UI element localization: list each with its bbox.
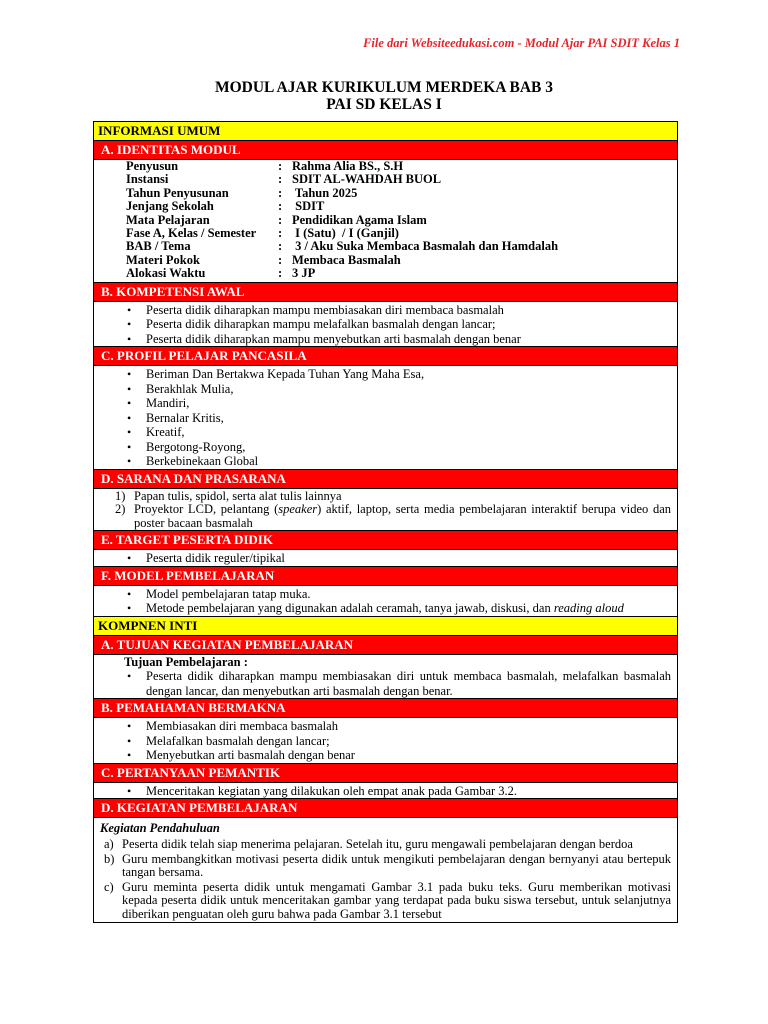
list-item: • Bernalar Kritis,: [146, 411, 671, 426]
kompetensi-awal-list: [100, 303, 671, 347]
identitas-label: BAB / Tema: [126, 239, 191, 254]
list-item: • Membiasakan diri membaca basmalah: [146, 719, 671, 734]
list-item: • Peserta didik diharapkan mampu melafalkan basmalah dengan lancar;: [146, 317, 671, 332]
identitas-cell: [94, 160, 677, 283]
pertanyaan-cell: [94, 783, 677, 800]
title-line-1: MODUL AJAR KURIKULUM MERDEKA BAB 3: [214, 79, 553, 96]
identitas-sep: :: [278, 266, 283, 281]
identitas-sep: :: [278, 199, 283, 214]
kegiatan-list: [100, 838, 671, 921]
identitas-sep: :: [278, 252, 283, 267]
identitas-label: Fase A, Kelas / Semester: [126, 226, 257, 241]
list-item: [104, 837, 671, 852]
page-title: [0, 79, 768, 113]
list-item: [104, 879, 671, 922]
identitas-sep: :: [278, 172, 283, 187]
profil-list: [100, 367, 671, 469]
list-text: Guru meminta peserta didik untuk mengamati Gambar 3.1 pada buku teks. Guru memberikan motivasi kepada peserta didik untuk menceritakan gambar yang terdapat pada buku siswa tersebut, untuk selanjutnya diberikan penguatan oleh guru bahwa pada Gambar 3.1 tersebut: [122, 879, 671, 921]
identitas-label: Penyusun: [126, 159, 179, 173]
profil-cell: [94, 366, 677, 470]
section-target-peserta: E. TARGET PESERTA DIDIK: [94, 531, 677, 550]
section-identitas-modul: A. IDENTITAS MODUL: [94, 141, 677, 160]
list-item: • Beriman Dan Bertakwa Kepada Tuhan Yang Maha Esa,: [146, 367, 671, 382]
identitas-value: 3 / Aku Suka Membaca Basmalah dan Hamdalah: [292, 239, 559, 254]
kompetensi-awal-cell: [94, 302, 677, 348]
list-item: • Peserta didik diharapkan mampu membiasakan diri membaca basmalah: [146, 303, 671, 318]
header-note: File dari Websiteedukasi.com - Modul Ajar PAI SDIT Kelas 1: [363, 36, 680, 50]
list-item: • Peserta didik reguler/tipikal: [146, 551, 671, 566]
identitas-label: Tahun Penyusunan: [126, 185, 229, 200]
list-item: • Menyebutkan arti basmalah dengan benar: [146, 748, 671, 763]
identitas-label: Mata Pelajaran: [126, 212, 210, 227]
identitas-sep: :: [278, 185, 283, 200]
section-profil-pelajar: C. PROFIL PELAJAR PANCASILA: [94, 347, 677, 366]
kegiatan-subheading: Kegiatan Pendahuluan: [100, 821, 220, 836]
identitas-value: Pendidikan Agama Islam: [292, 212, 427, 227]
list-item: [115, 488, 671, 504]
section-kompetensi-awal: B. KOMPETENSI AWAL: [94, 283, 677, 302]
list-item: [115, 502, 671, 530]
list-item: • Berakhlak Mulia,: [146, 382, 671, 397]
section-model-pembelajaran: F. MODEL PEMBELAJARAN: [94, 567, 677, 586]
identitas-grid: [100, 160, 671, 281]
section-kegiatan-pembelajaran: D. KEGIATAN PEMBELAJARAN: [94, 799, 677, 818]
list-marker: 2): [115, 502, 126, 517]
identitas-value: I (Satu) / I (Ganjil): [292, 226, 399, 241]
sarana-cell: [94, 489, 677, 532]
section-sarana-prasarana: D. SARANA DAN PRASARANA: [94, 470, 677, 489]
list-text: Metode pembelajaran yang digunakan adalah ceramah, tanya jawab, diskusi, dan: [146, 601, 554, 616]
list-marker: a): [104, 837, 114, 852]
list-marker: b): [104, 851, 115, 866]
list-text-italic: reading aloud: [553, 601, 624, 616]
list-marker: 1): [115, 488, 126, 503]
target-cell: [94, 550, 677, 567]
list-text: Peserta didik telah siap menerima pelajaran. Setelah itu, guru mengawali pembelajaran dengan berdoa: [122, 837, 633, 852]
list-text: Guru membangkitkan motivasi peserta didik untuk mengikuti pembelajaran dengan bernyanyi atau bertepuk tangan bersama.: [122, 851, 671, 880]
list-text: ) aktif, laptop, serta media pembelajaran interaktif berupa video dan poster bacaan basmalah: [134, 502, 671, 530]
identitas-sep: :: [278, 239, 283, 254]
section-informasi-umum: INFORMASI UMUM: [94, 122, 677, 141]
list-text-italic: speaker: [278, 502, 318, 517]
list-item: • Bergotong-Royong,: [146, 440, 671, 455]
model-list: [100, 587, 671, 616]
identitas-sep: :: [278, 212, 283, 227]
tujuan-cell: [94, 655, 677, 700]
list-item: • Model pembelajaran tatap muka.: [146, 587, 671, 602]
identitas-value: SDIT AL-WAHDAH BUOL: [292, 172, 442, 187]
identitas-label: Instansi: [126, 172, 169, 187]
list-item: • Berkebinekaan Global: [146, 454, 671, 469]
tujuan-subheading: Tujuan Pembelajaran :: [124, 654, 248, 669]
model-cell: [94, 586, 677, 617]
list-item: [104, 851, 671, 880]
list-text: Proyektor LCD, pelantang (: [134, 502, 279, 517]
identitas-value: Membaca Basmalah: [292, 252, 401, 267]
section-tujuan-kegiatan: A. TUJUAN KEGIATAN PEMBELAJARAN: [94, 636, 677, 655]
list-item: • Kreatif,: [146, 425, 671, 440]
pemahaman-cell: [94, 718, 677, 764]
tujuan-list: [100, 669, 671, 698]
list-item: [146, 601, 671, 616]
list-item: • Peserta didik diharapkan mampu membiasakan diri untuk membaca basmalah, melafalkan basmalah dengan lancar, dan menyebutkan arti basmalah dengan benar.: [146, 669, 671, 698]
section-pertanyaan-pemantik: C. PERTANYAAN PEMANTIK: [94, 764, 677, 783]
target-list: [100, 551, 671, 566]
list-item: • Mandiri,: [146, 396, 671, 411]
identitas-label: Materi Pokok: [126, 252, 200, 267]
identitas-value: SDIT: [292, 199, 325, 214]
identitas-value: 3 JP: [292, 266, 316, 281]
section-komponen-inti: KOMPNEN INTI: [94, 617, 677, 636]
module-table: [93, 121, 678, 923]
sarana-list: [100, 490, 671, 531]
identitas-sep: :: [278, 226, 283, 241]
title-line-2: PAI SD KELAS I: [326, 96, 442, 113]
identitas-value: Rahma Alia BS., S.H: [292, 159, 404, 173]
list-item: • Peserta didik diharapkan mampu menyebutkan arti basmalah dengan benar: [146, 332, 671, 347]
identitas-sep: :: [278, 159, 283, 173]
identitas-label: Alokasi Waktu: [126, 266, 206, 281]
kegiatan-cell: [94, 818, 677, 921]
pemahaman-list: [100, 719, 671, 763]
list-item: • Melafalkan basmalah dengan lancar;: [146, 734, 671, 749]
list-text: Papan tulis, spidol, serta alat tulis lainnya: [134, 488, 342, 503]
identitas-value: Tahun 2025: [292, 185, 358, 200]
list-item: • Menceritakan kegiatan yang dilakukan oleh empat anak pada Gambar 3.2.: [146, 784, 671, 799]
list-marker: c): [104, 879, 114, 894]
identitas-label: Jenjang Sekolah: [126, 199, 214, 214]
section-pemahaman-bermakna: B. PEMAHAMAN BERMAKNA: [94, 699, 677, 718]
pertanyaan-list: [100, 784, 671, 799]
